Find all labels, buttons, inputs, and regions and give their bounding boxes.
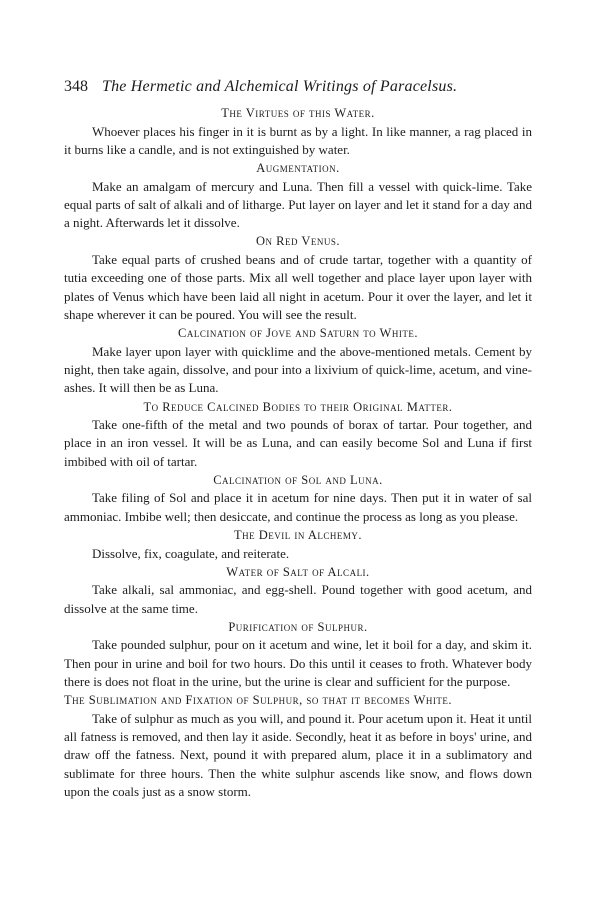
section-calcination-sol-luna <box>64 471 532 526</box>
section-virtues-of-water <box>64 104 532 159</box>
running-header <box>64 78 457 96</box>
section-heading: On Red Venus. <box>255 234 341 249</box>
section-heading: The Virtues of this Water. <box>221 106 375 120</box>
section-water-of-salt <box>64 563 532 618</box>
section-text: Take of sulphur as much as you will, and pound it. Pour acetum upon it. Heat it until all fatness is removed, and then lay it aside. Secondly, heat it as before in boys' urine, and draw off the fatness. Next, pound it with prepared alum, place it in a sublimatory and sublimate for three hours. Then the white sulphur ascends like snow, and flows down upon the coals just as a snow storm. <box>64 710 532 800</box>
section-sublimation-sulphur <box>64 691 532 801</box>
page-body <box>64 104 532 801</box>
page-number: 348 <box>64 78 88 95</box>
section-heading: The Devil in Alchemy. <box>234 528 362 543</box>
section-text: Make an amalgam of mercury and Luna. Then fill a vessel with quick-lime. Take equal parts of salt of alkali and of litharge. Put layer on layer and let it stand for a day and a night. Afterwards let it dissolve. <box>64 178 532 231</box>
section-augmentation <box>64 159 532 232</box>
section-heading: The Sublimation and Fixation of Sulphur, so that it becomes White. <box>64 693 453 708</box>
section-text: Take filing of Sol and place it in acetum for nine days. Then put it in water of sal ammoniac. Imbibe well; then desiccate, and continue the process as long as you please. <box>64 490 532 524</box>
section-text: Take pounded sulphur, pour on it acetum and wine, let it boil for a day, and skim it. Then pour in urine and boil for two hours. Do this until it ceases to froth. Whatever body there is does not float in the urine, but the urine is clear and sufficient for the purpose. <box>64 637 532 690</box>
section-text: Take alkali, sal ammoniac, and egg-shell. Pound together with good acetum, and dissolve at the same time. <box>64 582 532 616</box>
section-reduce-calcined-bodies <box>64 398 532 471</box>
section-red-venus <box>64 232 532 324</box>
section-text: Make layer upon layer with quicklime and the above-mentioned metals. Cement by night, then take again, dissolve, and pour into a lixivium of quick-lime, acetum, and vine-ashes. It will then be as Luna. <box>64 343 532 396</box>
section-text: Take one-fifth of the metal and two pounds of borax of tartar. Pour together, and place in an iron vessel. It will be as Luna, and can easily become Sol and Luna if first imbibed with oil of tartar. <box>64 417 532 469</box>
section-heading: Calcination of Sol and Luna. <box>213 472 383 487</box>
section-heading: Augmentation. <box>256 161 340 176</box>
section-text: Whoever places his finger in it is burnt as by a light. In like manner, a rag placed in it burns like a candle, and is not extinguished by water. <box>64 123 532 157</box>
section-text: Take equal parts of crushed beans and of crude tartar, together with a quantity of tutia exceeding one of those parts. Mix all well together and place layer upon layer with plates of Venus which have been laid all night in acetum. Pour it over the layer, and let it shape wherever it can be poured. You will see the result. <box>64 251 532 322</box>
section-devil-in-alchemy <box>64 526 532 563</box>
section-purification-sulphur <box>64 618 532 691</box>
section-heading: To Reduce Calcined Bodies to their Original Matter. <box>143 399 453 414</box>
section-heading: Calcination of Jove and Saturn to White. <box>178 326 418 341</box>
section-heading: Water of Salt of Alcali. <box>226 564 370 579</box>
section-calcination-jove-saturn <box>64 324 532 397</box>
section-text: Dissolve, fix, coagulate, and reiterate. <box>92 545 290 561</box>
running-title: The Hermetic and Alchemical Writings of Paracelsus. <box>102 78 458 95</box>
section-heading: Purification of Sulphur. <box>228 619 368 634</box>
